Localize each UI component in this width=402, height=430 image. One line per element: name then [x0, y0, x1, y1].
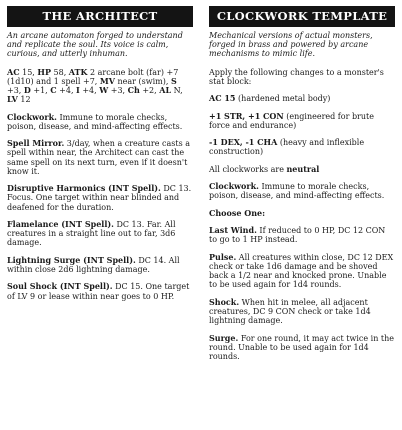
stat-w-label: W [99, 85, 109, 96]
option-name: Last Wind. [209, 225, 257, 236]
spell-flamelance [7, 220, 193, 248]
stat-al-label: AL [159, 85, 172, 96]
template-neutral-bold: neutral [286, 163, 320, 174]
template-dex-line [209, 138, 395, 156]
architect-column [7, 6, 193, 301]
trait-name: Clockwork. [7, 111, 57, 122]
option-surge [209, 334, 395, 362]
option-last-wind [209, 226, 395, 244]
architect-intro: An arcane automaton forged to understand and replicate the soul. Its voice is calm, curious, and utterly inhuman. [7, 31, 183, 59]
template-clockwork-name: Clockwork. [209, 181, 259, 192]
template-dex-text: (heavy and inflexible construction) [209, 138, 365, 157]
template-clockwork-line [209, 182, 395, 200]
stat-w-value: +3, [108, 86, 128, 96]
template-str-text: (engineered for brute force and endurance) [209, 111, 374, 130]
spell-text: DC 13. Far. All creatures in a straight line out to far, 3d6 damage. [7, 220, 176, 248]
template-ac-text: (hardened metal body) [235, 94, 331, 104]
stat-i-value: +4, [79, 86, 100, 96]
stat-lv-value: 12 [17, 95, 31, 105]
option-name: Surge. [209, 332, 239, 343]
stat-hp-label: HP [37, 66, 51, 77]
spell-text: DC 15. One target of LV 9 or lease within near goes to 0 HP. [7, 282, 190, 301]
stat-ac-value: 15, [19, 67, 38, 77]
stat-lv-label: LV [7, 94, 18, 105]
spell-lightning-surge [7, 256, 193, 274]
template-dex-bold: -1 DEX, -1 CHA [209, 137, 278, 148]
spell-name: Disruptive Harmonics (INT Spell). [7, 183, 161, 194]
option-shock [209, 298, 395, 326]
trait-spell-mirror [7, 139, 193, 176]
template-column [209, 6, 395, 361]
trait-text: 3/day, when a creature casts a spell within near, the Architect can cast the same spell on its next turn, even if it doesn't know it. [7, 139, 191, 176]
template-clockwork-text: Immune to morale checks, poison, disease, and mind-affecting effects. [209, 182, 385, 201]
template-neutral-line [209, 165, 395, 174]
stat-d-value: +1, [30, 86, 51, 96]
stat-atk-label: ATK [68, 66, 88, 77]
stat-atk-value: 2 arcane bolt (far) +7 (1d10) and 1 spell +7, [7, 67, 179, 86]
template-apply-text: Apply the following changes to a monster's stat block: [209, 67, 384, 86]
stat-c-label: C [50, 85, 57, 96]
option-text: For one round, it may act twice in the round. Unable to be used again for 1d4 rounds. [209, 333, 394, 361]
stat-d-label: D [23, 85, 31, 96]
stat-c-value: +4, [56, 86, 77, 96]
option-text: When hit in melee, all adjacent creatures, DC 9 CON check or take 1d4 lightning damage. [209, 297, 371, 326]
stat-i-label: I [76, 85, 80, 96]
spell-disruptive-harmonics [7, 184, 193, 212]
template-str-bold: +1 STR, +1 CON [209, 110, 284, 121]
architect-stat-block [7, 68, 193, 105]
spell-soul-shock [7, 282, 193, 300]
trait-name: Spell Mirror. [7, 138, 65, 149]
option-pulse [209, 253, 395, 290]
stat-ac-label: AC [7, 66, 20, 77]
stat-s-label: S [170, 75, 177, 86]
spell-name: Soul Shock (INT Spell). [7, 281, 113, 292]
template-choose-heading: Choose One: [209, 207, 266, 218]
template-ac-bold: AC 15 [209, 93, 236, 104]
template-title: CLOCKWORK TEMPLATE [209, 6, 395, 27]
stat-mv-value: near (swim), [114, 76, 171, 86]
spell-text: DC 13. Focus. One target within near blinded and deafened for the duration. [7, 184, 192, 212]
option-name: Pulse. [209, 251, 237, 262]
stat-hp-value: 58, [50, 67, 69, 77]
stat-s-value: +3, [7, 86, 24, 96]
stat-mv-label: MV [99, 75, 115, 86]
template-neutral-text: All clockworks are [209, 164, 287, 174]
option-text: All creatures within close, DC 12 DEX check or take 1d6 damage and be shoved back a 1/2 near and knocked prone. Unable to be used again for 1d4 rounds. [209, 252, 394, 290]
option-name: Shock. [209, 296, 240, 307]
template-intro: Mechanical versions of actual monsters, forged in brass and powered by arcane mechanisms to mimic life. [209, 31, 373, 59]
option-text: If reduced to 0 HP, DC 12 CON to go to 1 HP instead. [209, 226, 386, 245]
spell-name: Lightning Surge (INT Spell). [7, 254, 136, 265]
template-ac-line [209, 94, 395, 103]
spell-name: Flamelance (INT Spell). [7, 219, 114, 229]
architect-title: THE ARCHITECT [7, 6, 193, 27]
stat-ch-value: +2, [139, 86, 160, 96]
stat-al-value: N, [171, 86, 183, 96]
trait-text: Immune to morale checks, poison, disease, and mind-affecting effects. [7, 112, 183, 131]
trait-clockwork [7, 113, 193, 131]
stat-ch-label: Ch [127, 85, 140, 96]
template-str-line [209, 112, 395, 130]
spell-text: DC 14. All within close 2d6 lightning damage. [7, 255, 180, 274]
